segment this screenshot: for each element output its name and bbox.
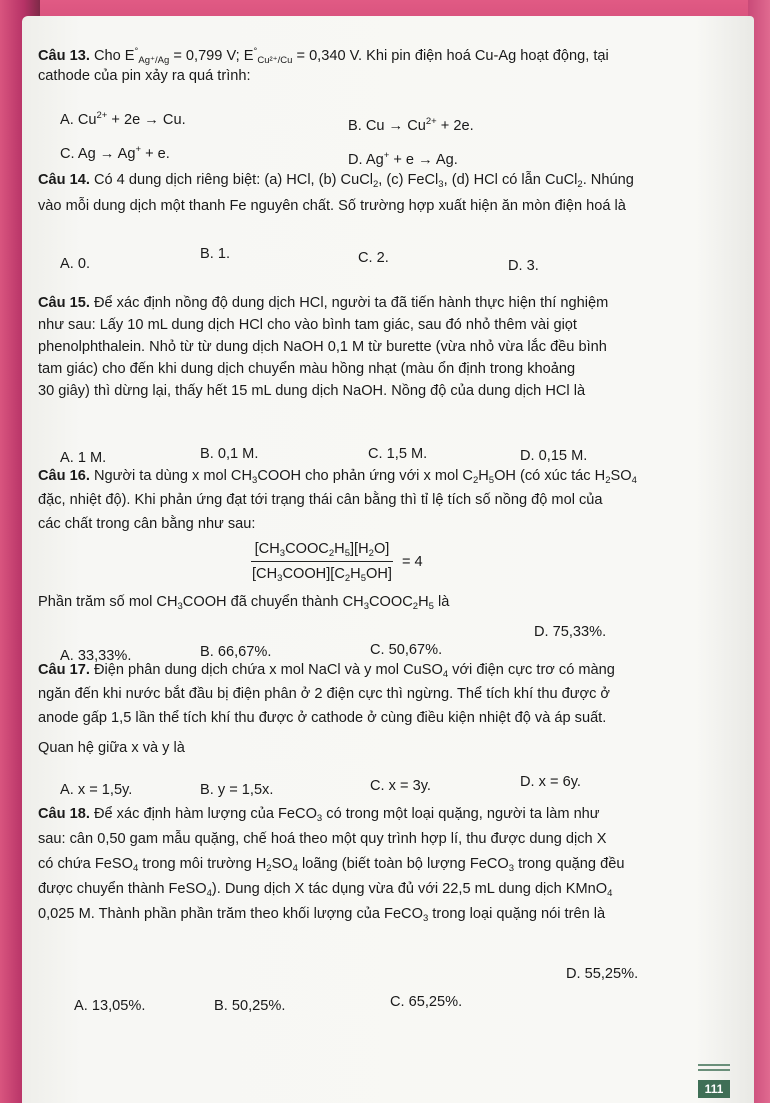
- q17-option-b[interactable]: B. y = 1,5x.: [200, 782, 274, 798]
- question-16-line-3: các chất trong cân bằng như sau:: [38, 516, 256, 532]
- q18-option-d[interactable]: D. 55,25%.: [566, 966, 639, 982]
- question-15-line-5: 30 giây) thì dừng lại, thấy hết 15 mL dung dịch NaOH. Nồng độ của dung dịch HCl là: [38, 383, 586, 399]
- fraction-denominator: $[CH_3COOH][C_2H_5OH]$: [252, 566, 392, 584]
- fraction-numerator: $[CH_3COOC_2H_5][H_2O]$: [251, 539, 394, 562]
- question-15-line-2: như sau: Lấy 10 mL dung dịch HCl cho vào bình tam giác, sau đó nhỏ thêm vài giọt: [38, 317, 577, 333]
- question-label: Câu 18.: [38, 806, 90, 822]
- q13-option-a[interactable]: A. $Cu^{2+} + 2e \to Cu$.: [60, 110, 186, 128]
- question-14-line-2: vào mỗi dung dịch một thanh Fe nguyên chất. Số trường hợp xuất hiện ăn mòn điện hoá là: [38, 198, 626, 214]
- question-18-line-1: Câu 18. Để xác định hàm lượng của FeCO$_3$ có trong một loại quặng, người ta làm như: [38, 806, 600, 824]
- q15-option-b[interactable]: B. 0,1 M.: [200, 446, 259, 462]
- question-18: [38, 802, 746, 927]
- q17-option-a[interactable]: A. x = 1,5y.: [60, 782, 133, 798]
- q16-option-b[interactable]: B. 66,67%.: [200, 644, 272, 660]
- equilibrium-formula: [248, 539, 423, 584]
- question-13-line-1: Câu 13. Cho $E^\circ_{Ag^+/Ag} = 0,799$ V; $E^\circ_{Cu^{2+}/Cu} = 0,340$ V. Khi pin điện hoá Cu-Ag hoạt động, tại: [38, 46, 609, 66]
- q15-option-c[interactable]: C. 1,5 M.: [368, 446, 428, 462]
- question-label: Câu 16.: [38, 468, 90, 484]
- page-number: 111: [698, 1080, 730, 1098]
- question-17-line-2: ngăn đến khi nước bắt đầu bị điện phân ở 2 điện cực thì ngừng. Thể tích khí thu được ở: [38, 686, 611, 702]
- question-18-line-3: có chứa FeSO$_4$ trong môi trường $H_2SO_4$ loãng (biết toàn bộ lượng FeCO$_3$ trong quặng đều: [38, 856, 625, 874]
- equilibrium-fraction: [248, 539, 396, 584]
- q16-option-d[interactable]: D. 75,33%.: [534, 624, 607, 640]
- page-content: [38, 36, 748, 1096]
- question-15-line-4: tam giác) cho đến khi dung dịch chuyển màu hồng nhạt (màu ổn định trong khoảng: [38, 361, 576, 377]
- q17-option-c[interactable]: C. x = 3y.: [370, 778, 431, 794]
- question-14-line-1: Câu 14. Có 4 dung dịch riêng biệt: (a) HCl, (b) CuCl$_2$, (c) FeCl$_3$, (d) HCl có lẫn CuCl$_2$. Nhúng: [38, 172, 634, 190]
- q16-option-c[interactable]: C. 50,67%.: [370, 642, 443, 658]
- question-label: Câu 13.: [38, 48, 90, 64]
- question-13-line-2: cathode của pin xảy ra quá trình:: [38, 68, 251, 84]
- q14-option-c[interactable]: C. 2.: [358, 250, 389, 266]
- footer-decoration: [698, 1064, 730, 1074]
- question-label: Câu 17.: [38, 662, 90, 678]
- question-16-line-2: đặc, nhiệt độ). Khi phản ứng đạt tới trạng thái cân bằng thì tỉ lệ tích số nồng độ mol của: [38, 492, 603, 508]
- q18-option-c[interactable]: C. 65,25%.: [390, 994, 463, 1010]
- question-15-line-1: Câu 15. Để xác định nồng độ dung dịch HCl, người ta đã tiến hành thực hiện thí nghiệm: [38, 295, 609, 311]
- q13-option-d[interactable]: D. Ag+ + e → Ag.: [348, 150, 458, 168]
- question-16: [38, 464, 746, 536]
- q13-option-c[interactable]: C. Ag → Ag+ + e.: [60, 144, 170, 162]
- question-16-line-4: Phần trăm số mol $CH_3COOH$ đã chuyển thành $CH_3COOC_2H_5$ là: [38, 594, 450, 612]
- question-14: [38, 170, 746, 216]
- q15-option-d[interactable]: D. 0,15 M.: [520, 448, 588, 464]
- question-15-line-3: phenolphthalein. Nhỏ từ từ dung dịch NaOH 0,1 M từ burette (vừa nhỏ vừa lắc đều bình: [38, 339, 607, 355]
- q14-option-a[interactable]: A. 0.: [60, 256, 91, 272]
- question-17-line-1: Câu 17. Điện phân dung dịch chứa x mol NaCl và y mol CuSO$_4$ với điện cực trơ có màng: [38, 662, 615, 680]
- question-17-line-4: Quan hệ giữa x và y là: [38, 740, 185, 756]
- question-18-line-4: được chuyển thành FeSO$_4$). Dung dịch X tác dụng vừa đủ với 22,5 mL dung dịch KMnO$_4$: [38, 881, 613, 899]
- q18-option-b[interactable]: B. 50,25%.: [214, 998, 286, 1014]
- q14-option-b[interactable]: B. 1.: [200, 246, 231, 262]
- fraction-equals: = 4: [401, 553, 423, 570]
- q16-option-a[interactable]: A. 33,33%.: [60, 648, 132, 664]
- question-13: [38, 46, 746, 86]
- q18-option-a[interactable]: A. 13,05%.: [74, 998, 146, 1014]
- question-label: Câu 14.: [38, 172, 90, 188]
- question-17: [38, 658, 746, 760]
- question-label: Câu 15.: [38, 295, 90, 311]
- q17-option-d[interactable]: D. x = 6y.: [520, 774, 581, 790]
- question-17-line-3: anode gấp 1,5 lần thể tích khí thu được ở cathode ở cùng điều kiện nhiệt độ và áp suất.: [38, 710, 607, 726]
- q14-option-d[interactable]: D. 3.: [508, 258, 539, 274]
- question-15: [38, 292, 746, 402]
- question-16-line-1: Câu 16. Người ta dùng x mol $CH_3COOH$ cho phản ứng với x mol $C_2H_5OH$ (có xúc tác $H_2SO_4$: [38, 468, 637, 486]
- question-18-line-2: sau: cân 0,50 gam mẫu quặng, chế hoá theo một quy trình hợp lí, thu được dung dịch X: [38, 831, 607, 847]
- question-18-line-5: 0,025 M. Thành phần phần trăm theo khối lượng của FeCO$_3$ trong loại quặng nói trên là: [38, 906, 606, 924]
- q15-option-a[interactable]: A. 1 M.: [60, 450, 107, 466]
- q13-option-b[interactable]: B. $Cu \to Cu^{2+} + 2e$.: [348, 116, 474, 134]
